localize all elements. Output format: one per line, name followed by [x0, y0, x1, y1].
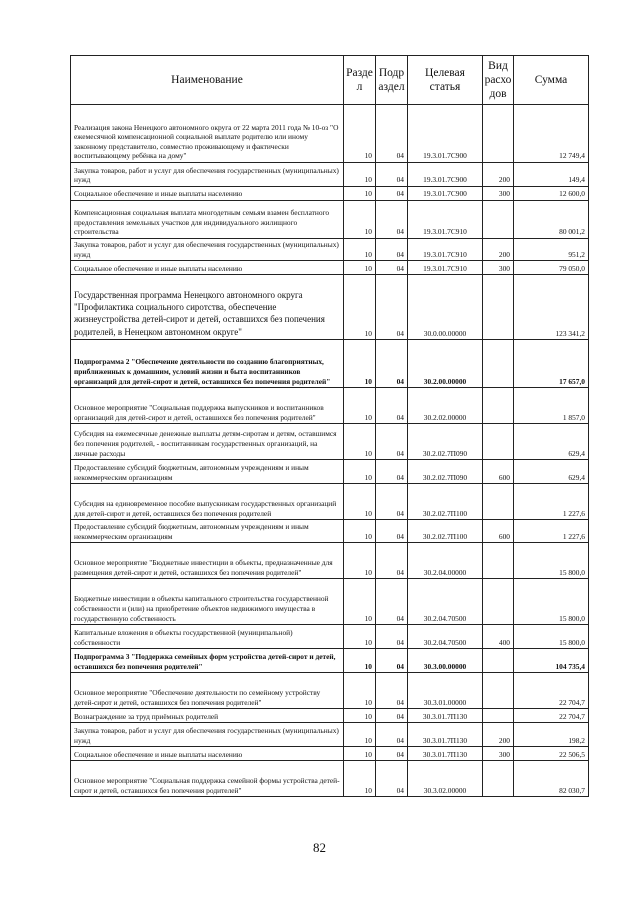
- table-row: [71, 747, 589, 761]
- table-row: [71, 649, 589, 673]
- row-name: Предоставление субсидий бюджетным, автономным учреждениям и иным некоммерческим организациям: [71, 460, 344, 484]
- row-expense-type: 200: [483, 163, 514, 187]
- table-row: [71, 723, 589, 747]
- row-expense-type: [483, 424, 514, 460]
- row-amount: 22 704,7: [514, 709, 589, 723]
- table-row: [71, 460, 589, 484]
- row-name: Закупка товаров, работ и услуг для обеспечения государственных (муниципальных) нужд: [71, 239, 344, 261]
- row-amount: 1 227,6: [514, 484, 589, 520]
- row-target: 30.2.02.7П100: [408, 484, 483, 520]
- row-subsection: 04: [376, 105, 408, 163]
- row-section: 10: [344, 388, 376, 424]
- row-subsection: 04: [376, 201, 408, 239]
- table-row: [71, 201, 589, 239]
- table-body: [71, 105, 589, 797]
- row-section: 10: [344, 723, 376, 747]
- row-subsection: 04: [376, 709, 408, 723]
- row-target: 19.3.01.7С910: [408, 239, 483, 261]
- row-expense-type: [483, 649, 514, 673]
- row-subsection: 04: [376, 543, 408, 579]
- row-amount: 17 657,0: [514, 340, 589, 388]
- row-target: 30.2.02.7П100: [408, 520, 483, 543]
- row-expense-type: [483, 388, 514, 424]
- row-subsection: 04: [376, 424, 408, 460]
- row-expense-type: [483, 275, 514, 340]
- row-target: 30.2.02.00000: [408, 388, 483, 424]
- row-target: 30.3.00.00000: [408, 649, 483, 673]
- row-expense-type: 300: [483, 187, 514, 201]
- row-subsection: 04: [376, 761, 408, 797]
- row-subsection: 04: [376, 649, 408, 673]
- table-row: [71, 275, 589, 340]
- row-section: 10: [344, 649, 376, 673]
- row-name: Социальное обеспечение и иные выплаты населению: [71, 747, 344, 761]
- row-section: 10: [344, 460, 376, 484]
- row-name: Бюджетные инвестиции в объекты капитального строительства государственной собственности и (или) на приобретение объектов недвижимого имущества в государственную собственность: [71, 579, 344, 625]
- row-target: 19.3.01.7С910: [408, 201, 483, 239]
- row-expense-type: [483, 761, 514, 797]
- table-row: [71, 105, 589, 163]
- row-section: 10: [344, 761, 376, 797]
- row-amount: 149,4: [514, 163, 589, 187]
- row-subsection: 04: [376, 388, 408, 424]
- row-section: 10: [344, 543, 376, 579]
- header-expense-type: Вид расхо дов: [483, 56, 514, 105]
- row-subsection: 04: [376, 163, 408, 187]
- table-header-row: [71, 56, 589, 105]
- row-expense-type: [483, 543, 514, 579]
- row-section: 10: [344, 520, 376, 543]
- table-row: [71, 520, 589, 543]
- page-number: 82: [313, 840, 326, 855]
- table-row: [71, 187, 589, 201]
- row-amount: 629,4: [514, 460, 589, 484]
- row-name: Государственная программа Ненецкого автономного округа "Профилактика социального сиротства, обеспечение жизнеустройства детей-сирот и детей, оставшихся без попечения родителей, в Ненецком автономном округе": [71, 275, 344, 340]
- row-section: 10: [344, 261, 376, 275]
- row-subsection: 04: [376, 723, 408, 747]
- row-expense-type: [483, 709, 514, 723]
- table-row: [71, 340, 589, 388]
- table-row: [71, 388, 589, 424]
- row-name: Социальное обеспечение и иные выплаты населению: [71, 187, 344, 201]
- header-target: Целевая статья: [408, 56, 483, 105]
- row-subsection: 04: [376, 460, 408, 484]
- row-amount: 12 600,0: [514, 187, 589, 201]
- row-expense-type: [483, 579, 514, 625]
- row-expense-type: [483, 673, 514, 709]
- row-subsection: 04: [376, 625, 408, 649]
- row-target: 30.2.04.00000: [408, 543, 483, 579]
- row-subsection: 04: [376, 579, 408, 625]
- row-amount: 15 800,0: [514, 543, 589, 579]
- row-amount: 198,2: [514, 723, 589, 747]
- row-subsection: 04: [376, 261, 408, 275]
- row-target: 30.2.04.70500: [408, 579, 483, 625]
- row-target: 30.3.01.7П130: [408, 709, 483, 723]
- row-amount: 123 341,2: [514, 275, 589, 340]
- row-target: 30.2.04.70500: [408, 625, 483, 649]
- table-row: [71, 543, 589, 579]
- row-name: Подпрограмма 2 "Обеспечение деятельности по созданию благоприятных, приближенных к домашним, условий жизни и быта воспитанников организаций для детей-сирот и детей, оставшихся без попечения родителей": [71, 340, 344, 388]
- row-name: Компенсационная социальная выплата многодетным семьям взамен бесплатного предоставления земельных участков для индивидуального жилищного строительства: [71, 201, 344, 239]
- row-name: Основное мероприятие "Социальная поддержка выпускников и воспитанников организаций для детей-сирот и детей, оставшихся без попечения родителей": [71, 388, 344, 424]
- budget-table: [70, 55, 589, 797]
- row-section: 10: [344, 275, 376, 340]
- table-row: [71, 625, 589, 649]
- row-amount: 1 227,6: [514, 520, 589, 543]
- row-amount: 79 050,0: [514, 261, 589, 275]
- row-subsection: 04: [376, 275, 408, 340]
- row-name: Закупка товаров, работ и услуг для обеспечения государственных (муниципальных) нужд: [71, 163, 344, 187]
- row-name: Субсидия на единовременное пособие выпускникам государственных организаций для детей-сирот и детей, оставшихся без попечения родителей: [71, 484, 344, 520]
- row-section: 10: [344, 709, 376, 723]
- row-amount: 80 001,2: [514, 201, 589, 239]
- row-name: Основное мероприятие "Бюджетные инвестиции в объекты, предназначенные для размещения детей-сирот и детей, оставшихся без попечения родителей": [71, 543, 344, 579]
- row-expense-type: [483, 340, 514, 388]
- row-subsection: 04: [376, 484, 408, 520]
- row-target: 30.2.02.7П090: [408, 460, 483, 484]
- table-row: [71, 709, 589, 723]
- header-subsection: Подр аздел: [376, 56, 408, 105]
- row-amount: 629,4: [514, 424, 589, 460]
- row-target: 19.3.01.7С910: [408, 261, 483, 275]
- table-row: [71, 673, 589, 709]
- row-name: Предоставление субсидий бюджетным, автономным учреждениям и иным некоммерческим организациям: [71, 520, 344, 543]
- row-amount: 22 704,7: [514, 673, 589, 709]
- row-expense-type: 300: [483, 747, 514, 761]
- header-section: Разде л: [344, 56, 376, 105]
- row-amount: 15 800,0: [514, 579, 589, 625]
- table-row: [71, 484, 589, 520]
- row-target: 30.0.00.00000: [408, 275, 483, 340]
- table-row: [71, 761, 589, 797]
- row-amount: 1 857,0: [514, 388, 589, 424]
- row-section: 10: [344, 424, 376, 460]
- table-row: [71, 239, 589, 261]
- row-section: 10: [344, 484, 376, 520]
- row-name: Основное мероприятие "Обеспечение деятельности по семейному устройству детей-сирот и детей, оставшихся без попечения родителей": [71, 673, 344, 709]
- row-subsection: 04: [376, 340, 408, 388]
- row-section: 10: [344, 625, 376, 649]
- row-target: 30.3.01.00000: [408, 673, 483, 709]
- row-subsection: 04: [376, 747, 408, 761]
- row-expense-type: 600: [483, 460, 514, 484]
- row-section: 10: [344, 340, 376, 388]
- row-section: 10: [344, 163, 376, 187]
- row-expense-type: 600: [483, 520, 514, 543]
- row-name: Реализация закона Ненецкого автономного округа от 22 марта 2011 года № 10-оз "О ежемесячной компенсационной социальной выплате родителю или иному законному представителю, совместно проживающему и фактически воспитывающему ребёнка на дому": [71, 105, 344, 163]
- row-amount: 12 749,4: [514, 105, 589, 163]
- row-subsection: 04: [376, 239, 408, 261]
- header-amount: Сумма: [514, 56, 589, 105]
- header-name: Наименование: [71, 56, 344, 105]
- row-section: 10: [344, 105, 376, 163]
- row-target: 30.2.00.00000: [408, 340, 483, 388]
- row-target: 30.3.01.7П130: [408, 747, 483, 761]
- row-name: Капитальные вложения в объекты государственной (муниципальной) собственности: [71, 625, 344, 649]
- row-expense-type: [483, 201, 514, 239]
- row-section: 10: [344, 239, 376, 261]
- row-expense-type: 400: [483, 625, 514, 649]
- row-section: 10: [344, 579, 376, 625]
- row-amount: 15 800,0: [514, 625, 589, 649]
- row-target: 19.3.01.7С900: [408, 187, 483, 201]
- table-row: [71, 261, 589, 275]
- row-target: 30.3.02.00000: [408, 761, 483, 797]
- row-name: Основное мероприятие "Социальная поддержка семейной формы устройства детей-сирот и детей, оставшихся без попечения родителей": [71, 761, 344, 797]
- row-expense-type: [483, 105, 514, 163]
- row-amount: 22 506,5: [514, 747, 589, 761]
- row-target: 30.2.02.7П090: [408, 424, 483, 460]
- row-name: Подпрограмма 3 "Поддержка семейных форм устройства детей-сирот и детей, оставшихся без попечения родителей": [71, 649, 344, 673]
- row-name: Закупка товаров, работ и услуг для обеспечения государственных (муниципальных) нужд: [71, 723, 344, 747]
- row-expense-type: 200: [483, 239, 514, 261]
- row-subsection: 04: [376, 187, 408, 201]
- row-amount: 951,2: [514, 239, 589, 261]
- row-subsection: 04: [376, 673, 408, 709]
- row-section: 10: [344, 201, 376, 239]
- row-amount: 82 030,7: [514, 761, 589, 797]
- row-target: 19.3.01.7С900: [408, 163, 483, 187]
- row-name: Вознаграждение за труд приёмных родителей: [71, 709, 344, 723]
- table-row: [71, 579, 589, 625]
- row-target: 19.3.01.7С900: [408, 105, 483, 163]
- row-section: 10: [344, 673, 376, 709]
- row-subsection: 04: [376, 520, 408, 543]
- row-name: Социальное обеспечение и иные выплаты населению: [71, 261, 344, 275]
- row-expense-type: 200: [483, 723, 514, 747]
- row-expense-type: 300: [483, 261, 514, 275]
- row-section: 10: [344, 747, 376, 761]
- row-section: 10: [344, 187, 376, 201]
- row-target: 30.3.01.7П130: [408, 723, 483, 747]
- row-name: Субсидия на ежемесячные денежные выплаты детям-сиротам и детям, оставшимся без попечения родителей, - воспитанникам государственных организаций, на личные расходы: [71, 424, 344, 460]
- row-expense-type: [483, 484, 514, 520]
- row-amount: 104 735,4: [514, 649, 589, 673]
- table-row: [71, 163, 589, 187]
- table-row: [71, 424, 589, 460]
